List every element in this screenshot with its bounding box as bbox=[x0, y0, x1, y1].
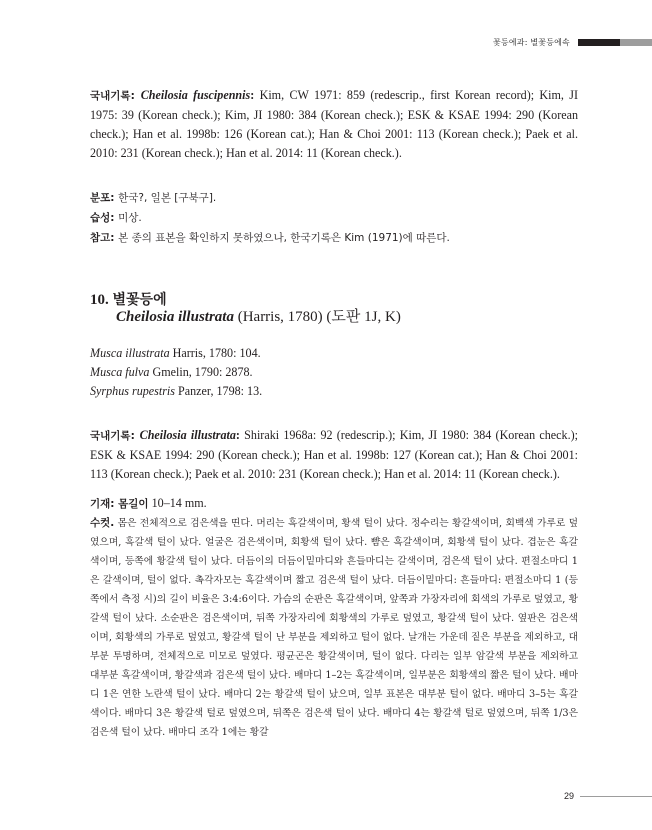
note-text: 본 종의 표본을 확인하지 못하였으나, 한국기록은 Kim (1971)에 따른다. bbox=[118, 232, 450, 244]
colon: : bbox=[235, 428, 240, 442]
species-name: Cheilosia fuscipennis bbox=[140, 88, 251, 102]
distribution-label: 분포: bbox=[90, 192, 119, 204]
footer-rule bbox=[580, 796, 652, 797]
male-text: 몸은 전체적으로 검은색을 띤다. 머리는 흑갈색이며, 황색 털이 났다. 정수리는 황갈색이며, 회백색 가루로 덮였으며, 흑갈색 털이 났다. 얼굴은 검은색이며, 회황색 털이 났다. 뺨은 흑갈색이며, 회황색 털이 났다. 겹눈은 흑갈색이며, 등쪽에 황갈색 털이 났다. 더듬이의 더듬이밑마디와 흔들마디는 갈색이며, 검은색 털이 났다. 편절소마디 1은 갈색이며, 털이 없다. 촉각자모는 흑갈색이며 짧고 검은색 털이 났다. 더듬이밑마디: 흔들마디: 편절소마디 1 (등쪽에서 측정 시)의 길이 비율은 3:4:6이다. 가슴의 순판은 흑갈색이며, 앞쪽과 가장자리에 회색의 가루로 덮였고, 황갈색 털이 났다. 소순판은 검은색이며, 뒤쪽 가장자리에 회황색의 가루로 덮였고, 황갈색 털이 났다. 옆판은 검은색이며, 회황색의 가루로 덮였고, 황갈색 털이 난 부분을 제외하고 털이 없다. 날개는 가운데 짙은 부분을 제외하고, 대부분 투명하며, 전체적으로 미모로 덮였다. 평균곤은 황갈색이며, 털이 없다. 다리는 일부 암갈색 부분을 제외하고 대부분 흑갈색이며, 황갈색과 검은색 털이 났다. 배마디 1–2는 흑갈색이며, 일부분은 회황색의 짧은 털이 났다. 배마디 1은 연한 노란색 털이 났다. 배마디 2는 황갈색 털이 났으며, 일부 표본은 대부분 털이 없다. 배마디 3–5는 흑갈색이다. 배마디 3은 황갈색 털로 덮였으며, 뒤쪽은 검은색 털이 났다. 배마디 4는 황갈색 털로 덮였으며, 뒤쪽 1/3은 검은색 털이 났다. 배마디 조각 1에는 황갈 bbox=[90, 518, 578, 738]
habit-label: 습성: bbox=[90, 212, 119, 224]
synonym-ref: Panzer, 1798: 13. bbox=[175, 384, 263, 398]
korean-record-paragraph bbox=[90, 86, 578, 163]
distribution-text: 한국?, 일본 [구북구]. bbox=[118, 192, 217, 204]
page-footer bbox=[564, 791, 652, 801]
description-block bbox=[90, 494, 578, 742]
synonym-item bbox=[90, 363, 262, 382]
distribution-block bbox=[90, 188, 450, 248]
habit-text: 미상. bbox=[118, 212, 142, 224]
section-species-line bbox=[116, 307, 401, 327]
synonym-name: Musca illustrata bbox=[90, 346, 170, 360]
record-text: Kim, CW 1971: 859 (redescrip., first Korean record); Kim, JI 1975: 39 (Korean check.); Kim, JI 1980: 384 (Korean check.); ESK & KSAE 1994: 290 (Korean check.); Han et al. 1998b: 126 (Korean cat.); Han & Choi 2001: 113 (Korean check.); Paek et al. 2010: 231 (Korean check.); Han et al. 2014: 11 (Korean check.). bbox=[90, 88, 579, 160]
synonym-ref: Harris, 1780: 104. bbox=[169, 346, 261, 360]
synonym-name: Musca fulva bbox=[90, 365, 150, 379]
synonym-item bbox=[90, 344, 262, 363]
korean-record-label: 국내기록: bbox=[90, 90, 141, 102]
section-number: 10. bbox=[90, 292, 109, 308]
header-bar-black bbox=[578, 39, 620, 46]
section-korean-name: 별꽃등에 bbox=[112, 292, 167, 308]
section-author: (Harris, 1780) (도판 1J, K) bbox=[233, 309, 401, 325]
running-header bbox=[493, 36, 652, 48]
header-bar-gray bbox=[620, 39, 652, 46]
korean-record-paragraph-2 bbox=[90, 426, 578, 484]
note-label: 참고: bbox=[90, 232, 119, 244]
synonym-name: Syrphus rupestris bbox=[90, 384, 175, 398]
korean-record-label: 국내기록: bbox=[90, 430, 140, 442]
synonym-item bbox=[90, 382, 262, 401]
colon: : bbox=[250, 88, 255, 102]
running-title: 꽃등에과: 별꽃등에속 bbox=[493, 37, 570, 47]
size-text: 10–14 mm. bbox=[148, 496, 207, 510]
record-text: Shiraki 1968a: 92 (redescrip.); Kim, JI 1980: 384 (Korean check.); ESK & KSAE 1994: 290 (Korean check.); Han et al. 1998b: 127 (Korean cat.); Han & Choi 2001: 113 (Korean check.); Paek et al. 2010: 231 (Korean check.); Han et al. 2014: 11 (Korean check.). bbox=[90, 428, 578, 481]
species-name: Cheilosia illustrata bbox=[139, 428, 236, 442]
male-label: 수컷. bbox=[90, 517, 115, 529]
section-species-name: Cheilosia illustrata bbox=[116, 309, 234, 325]
synonym-ref: Gmelin, 1790: 2878. bbox=[149, 365, 253, 379]
page-number: 29 bbox=[563, 791, 574, 801]
male-description bbox=[90, 514, 578, 742]
size-label: 기재: 몸길이 bbox=[90, 498, 149, 510]
synonym-list bbox=[90, 344, 262, 401]
